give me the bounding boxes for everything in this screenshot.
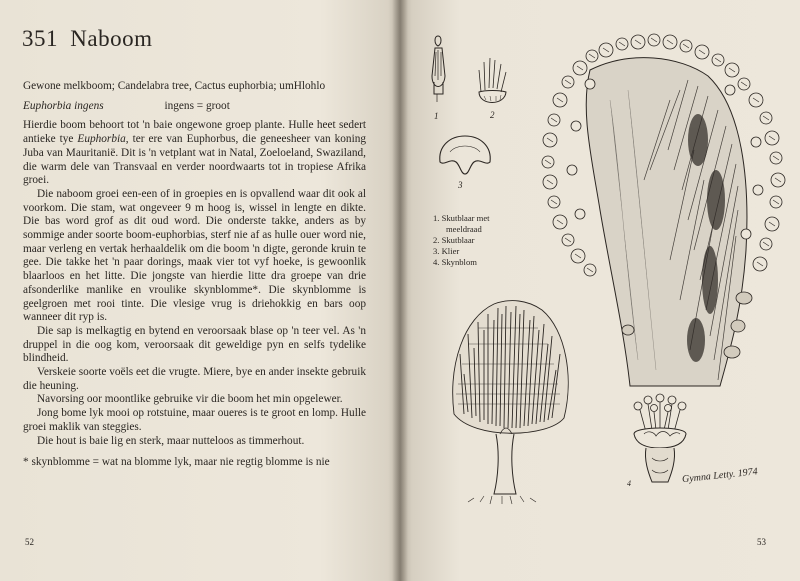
- tree-illustration: [444, 294, 574, 506]
- figure-label-1: 1: [434, 111, 439, 121]
- artist-signature: Gymna Letty. 1974: [681, 466, 759, 486]
- scientific-name: Euphorbia ingens: [23, 99, 104, 112]
- legend-item-2: 2. Skutblaar: [433, 235, 475, 245]
- right-page: [400, 0, 800, 581]
- legend-item-4: 4. Skynblom: [433, 257, 477, 267]
- figure-legend: [433, 213, 490, 268]
- figure-label-4: 4: [627, 479, 631, 488]
- entry-number: 351: [22, 26, 58, 51]
- book-gutter: [392, 0, 408, 581]
- page-number-right: 53: [757, 537, 766, 547]
- legend-item-1-continued: meeldraad: [446, 224, 482, 234]
- paragraph-5: Navorsing oor moontlike gebruike vir die boom het min opgelewer.: [37, 393, 343, 406]
- figure-label-2: 2: [490, 110, 495, 120]
- legend-item-3: 3. Klier: [433, 246, 460, 256]
- etymology: ingens = groot: [164, 99, 230, 112]
- paragraph-4: Verskeie soorte voëls eet die vrugte. Miere, bye en ander insekte gebruik die heuning.: [23, 366, 366, 392]
- paragraph-2: Die naboom groei een-een of in groepies en is opvallend waar dit ook al voorkom. Die stam, wat ongeveer 9 m hoog is, wissel in lengte en dikte. Die bas word grof as dit oud word. Die onderste takke, anders as by sommige ander soorte boom-euphorbias, sterf nie af as hulle ouer word nie, maar verleng en vertak herhaaldelik om die boom 'n digte, geronde kruin te gee. Die takke het 'n paar dorings, maak vier tot vyf hoeke, is gewoonlik blaarloos en het litte. Die jongste van hierdie litte dra groepe van drie afsonderlike manlike en vroulike skynblomme*. Die skynblomme is geelgroen met rooi tinte. Die vlesige vrug is driehokkig en bars oop wanneer dit ryp is.: [23, 187, 366, 324]
- figure-1-bract-with-stamen: [428, 32, 452, 112]
- genus-name: Euphorbia: [77, 133, 126, 146]
- figure-label-3: 3: [458, 180, 463, 190]
- body-text: [23, 80, 366, 470]
- paragraph-1: Hierdie boom behoort tot 'n baie ongewone groep plante. Hulle heet sedert antieke tye Euphorbia, ter ere van Euphorbus, die geneesheer van koning Juba van Mauritanië. Dit is 'n vetplant wat in Natal, Zoeloeland, Swaziland, die warm dele van Transvaal en verder noordwaarts tot in tropiese Afrika groei.: [23, 119, 366, 187]
- page-title: [22, 26, 152, 52]
- scientific-line: [23, 100, 366, 114]
- footnote: * skynblomme = wat na blomme lyk, maar nie regtig blomme is nie: [23, 456, 330, 469]
- legend-item-1: 1. Skutblaar met: [433, 213, 490, 223]
- figure-2-bract: [476, 52, 510, 112]
- common-names: Gewone melkboom; Candelabra tree, Cactus euphorbia; umHlohlo: [23, 80, 326, 92]
- tree-name: Naboom: [70, 26, 153, 51]
- paragraph-7: Die hout is baie lig en sterk, maar nutteloos as timmerhout.: [37, 434, 305, 447]
- figure-3-gland: [436, 132, 494, 182]
- paragraph-3: Die sap is melkagtig en bytend en veroorsaak blase op 'n teer vel. As 'n druppel in die oog kom, veroorsaak dit geweldige pyn en selfs tydelike blindheid.: [23, 324, 366, 365]
- page-number-left: 52: [25, 537, 34, 547]
- paragraph-6: Jong bome lyk mooi op rotstuine, maar oueres is te groot en lomp. Hulle groei maklik van steggies.: [23, 407, 366, 433]
